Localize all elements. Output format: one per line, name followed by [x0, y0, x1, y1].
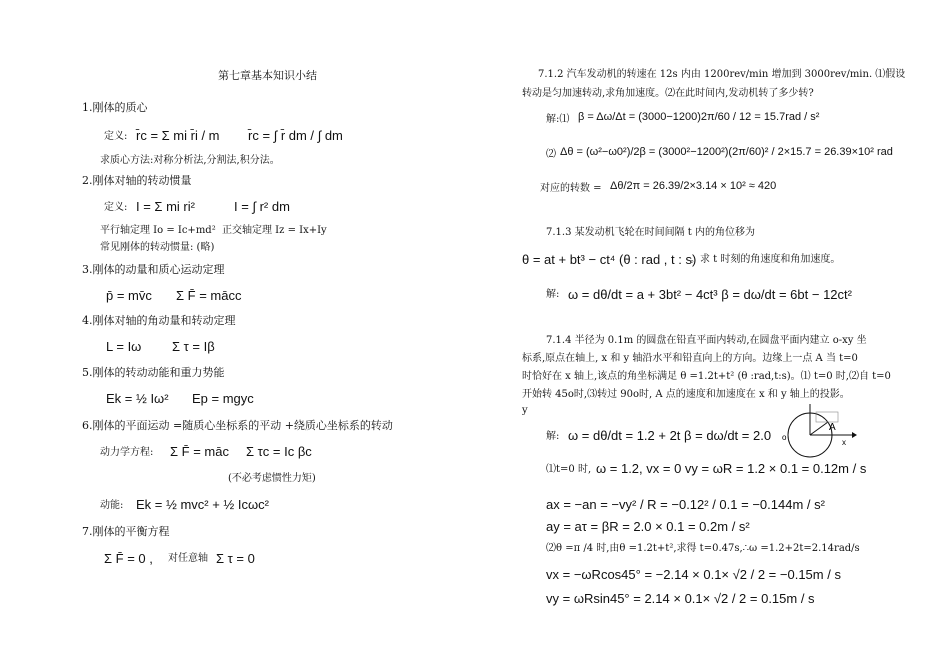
s2-parallel: 平行轴定理 Io = Ic+md² — [100, 225, 216, 236]
s6-eq1: Σ F̄ = māc — [170, 444, 229, 459]
section-7-heading: 7.刚体的平衡方程 — [82, 525, 170, 538]
s5-eq1: Ek = ½ Iω² — [106, 391, 169, 406]
s3-eq2: Σ F̄ = mācc — [176, 288, 242, 303]
s7-eq1: Σ F̄ = 0 , — [104, 551, 153, 566]
s3-eq1: p̄ = mv̄c — [106, 288, 152, 303]
section-2-heading: 2.刚体对轴的转动惯量 — [82, 174, 192, 187]
page-title: 第七章基本知识小结 — [218, 69, 317, 82]
s1-method: 求质心方法:对称分析法,分割法,积分法。 — [100, 155, 280, 166]
p714-sol: ω = dθ/dt = 1.2 + 2t β = dω/dt = 2.0 — [568, 428, 772, 443]
s2-def-label: 定义: — [104, 202, 128, 213]
s4-eq1: L = Iω — [106, 339, 142, 354]
p714-sol-label: 解: — [546, 431, 560, 442]
fig-a-label: A — [829, 422, 836, 433]
section-1-heading: 1.刚体的质心 — [82, 101, 148, 114]
fig-x-label: x — [842, 438, 846, 447]
p714-t0-label: ⑴t=0 时, — [546, 464, 592, 475]
p714-line1: 7.1.4 半径为 0.1m 的圆盘在铅直平面内转动,在圆盘平面内建立 o-xy 坐 — [546, 335, 867, 346]
p712-line2: 转动是匀加速转动,求角加速度。⑵在此时间内,发动机转了多少转? — [522, 88, 814, 99]
p714-vy: vy = ωRsin45° = 2.14 × 0.1× √2 / 2 = 0.15m / s — [546, 591, 815, 606]
s6-ke-label: 动能: — [100, 500, 124, 511]
s6-eq3: Ek = ½ mvc² + ½ Icωc² — [136, 497, 269, 512]
s2-eq2: I = ∫ r² dm — [234, 199, 290, 214]
p714-ay: ay = aτ = βR = 2.0 × 0.1 = 0.2m / s² — [546, 519, 750, 534]
p712-a2-label: ⑵ — [546, 149, 556, 160]
p714-line3: 时恰好在 x 轴上,该点的角坐标满足 θ =1.2t+t² (θ :rad,t:s)。⑴ t=0 时,⑵自 t=0 — [522, 371, 891, 382]
p712-a2: Δθ = (ω²−ω0²)/2β = (3000²−1200²)(2π/60)² / 2×15.7 = 26.39×10² rad — [560, 146, 893, 158]
s6-dyn-label: 动力学方程: — [100, 447, 154, 458]
p712-a1: β = Δω/Δt = (3000−1200)2π/60 / 12 = 15.7rad / s² — [578, 111, 820, 123]
x-axis-arrow-icon — [852, 432, 857, 438]
p713-eq: θ = at + bt³ − ct⁴ (θ : rad , t : s) — [522, 252, 697, 267]
fig-o-label: o — [782, 433, 787, 442]
p714-line2: 标系,原点在轴上, x 和 y 轴沿水平和铅直向上的方向。边缘上一点 A 当 t=0 — [522, 353, 858, 364]
s2-common: 常见刚体的转动惯量: (略) — [100, 242, 215, 253]
p712-a1-label: 解:⑴ — [546, 114, 570, 125]
s2-eq1: I = Σ mi ri² — [136, 199, 195, 214]
radius-line — [810, 422, 828, 435]
section-6-heading: 6.刚体的平面运动 =随质心坐标系的平动 +绕质心坐标系的转动 — [82, 419, 393, 432]
s5-eq2: Ep = mgyc — [192, 391, 254, 406]
p714-y-label: y — [522, 405, 528, 416]
p714-p2: ⑵θ =π /4 时,由θ =1.2t+t²,求得 t=0.47s,∴ω =1.2+2t=2.14rad/s — [546, 543, 860, 554]
disk-figure — [780, 400, 860, 470]
p714-t0: ω = 1.2, vx = 0 vy = ωR = 1.2 × 0.1 = 0.12m / s — [596, 461, 867, 476]
s2-perp: 正交轴定理 Iz = Ix+Iy — [222, 225, 327, 236]
s4-eq2: Σ τ = Iβ — [172, 339, 215, 354]
p712-line1: 7.1.2 汽车发动机的转速在 12s 内由 1200rev/min 增加到 3000rev/min. ⑴假设 — [538, 69, 906, 80]
p712-a3: Δθ/2π = 26.39/2×3.14 × 10² ≈ 420 — [610, 180, 777, 192]
s6-note: (不必考虑惯性力矩) — [228, 473, 316, 484]
p713-sol-label: 解: — [546, 289, 560, 300]
s1-def-label: 定义: — [104, 131, 128, 142]
s7-eq2: Σ τ = 0 — [216, 551, 255, 566]
p713-line1: 7.1.3 某发动机飞轮在时间间隔 t 内的角位移为 — [546, 227, 755, 238]
p713-tail: 。求 t 时刻的角速度和角加速度。 — [690, 254, 841, 265]
p713-sol: ω = dθ/dt = a + 3bt² − 4ct³ β = dω/dt = 6bt − 12ct² — [568, 287, 852, 302]
s1-eq1: r̄c = Σ mi r̄i / m — [136, 128, 220, 143]
p714-ax: ax = −an = −vy² / R = −0.12² / 0.1 = −0.144m / s² — [546, 497, 825, 512]
p714-line4: 开始转 45o时,⑶转过 90o时, A 点的速度和加速度在 x 和 y 轴上的投影。 — [522, 389, 850, 400]
s1-eq2: r̄c = ∫ r̄ dm / ∫ dm — [248, 128, 343, 143]
section-4-heading: 4.刚体对轴的角动量和转动定理 — [82, 314, 236, 327]
p714-vx: vx = −ωRcos45° = −2.14 × 0.1× √2 / 2 = −0.15m / s — [546, 567, 841, 582]
section-3-heading: 3.刚体的动量和质心运动定理 — [82, 263, 225, 276]
p712-a3-label: 对应的转数 = — [540, 183, 602, 194]
section-5-heading: 5.刚体的转动动能和重力势能 — [82, 366, 225, 379]
s7-mid: 对任意轴 — [168, 553, 208, 564]
s6-eq2: Σ τc = Ic βc — [246, 444, 312, 459]
